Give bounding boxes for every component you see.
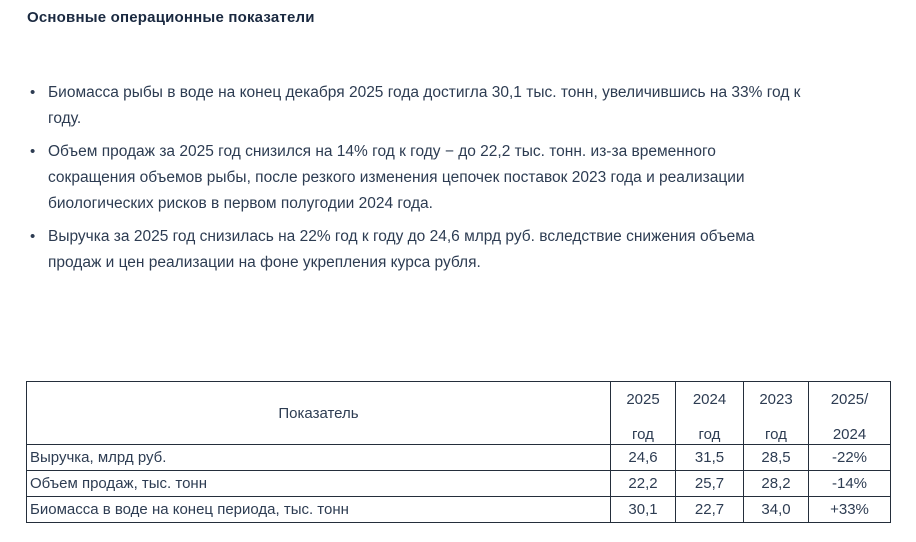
cell-2025: 30,1 bbox=[611, 497, 676, 523]
cell-2024: 22,7 bbox=[676, 497, 744, 523]
header-year-label: 2025 bbox=[626, 390, 660, 408]
header-change-denominator: 2024 bbox=[832, 425, 867, 443]
table-row-biomass bbox=[27, 497, 891, 523]
kpi-table bbox=[26, 381, 891, 523]
header-cell-2024 bbox=[676, 382, 744, 445]
kpi-table-body bbox=[27, 445, 891, 523]
header-cell-indicator: Показатель bbox=[27, 382, 611, 445]
header-cell-2025 bbox=[611, 382, 676, 445]
cell-2025: 24,6 bbox=[611, 445, 676, 471]
kpi-table-header bbox=[27, 382, 891, 445]
cell-indicator: Биомасса в воде на конец периода, тыс. тонн bbox=[27, 497, 611, 523]
bullet-text-line: году. bbox=[48, 110, 82, 127]
bullet-item-sales bbox=[27, 139, 907, 217]
header-year-unit: год bbox=[765, 425, 787, 443]
table-row-revenue bbox=[27, 445, 891, 471]
header-year-unit: год bbox=[632, 425, 654, 443]
cell-change: -22% bbox=[809, 445, 891, 471]
bullet-icon: • bbox=[30, 143, 36, 160]
bullet-text-line: Выручка за 2025 год снизилась на 22% год к году до 24,6 млрд руб. вследствие снижения объема bbox=[48, 228, 755, 245]
bullet-item-biomass bbox=[27, 80, 907, 132]
bullet-text-line: сокращения объемов рыбы, после резкого изменения цепочек поставок 2023 года и реализации bbox=[48, 169, 745, 186]
bullet-icon: • bbox=[30, 84, 36, 101]
cell-indicator: Выручка, млрд руб. bbox=[27, 445, 611, 471]
bullet-list bbox=[27, 80, 907, 283]
table-row-sales-volume bbox=[27, 471, 891, 497]
cell-change: +33% bbox=[809, 497, 891, 523]
table-header-row bbox=[27, 382, 891, 445]
header-change-numerator: 2025/ bbox=[830, 390, 869, 408]
bullet-text-line: Объем продаж за 2025 год снизился на 14% год к году − до 22,2 тыс. тонн. из-за временного bbox=[48, 143, 716, 160]
cell-2023: 28,5 bbox=[744, 445, 809, 471]
cell-2023: 28,2 bbox=[744, 471, 809, 497]
header-year-label: 2023 bbox=[759, 390, 793, 408]
bullet-icon: • bbox=[30, 228, 36, 245]
header-year-unit: год bbox=[698, 425, 721, 443]
cell-2025: 22,2 bbox=[611, 471, 676, 497]
page-title: Основные операционные показатели bbox=[27, 9, 315, 26]
header-year-label: 2024 bbox=[692, 390, 727, 408]
cell-2024: 25,7 bbox=[676, 471, 744, 497]
bullet-text-line: биологических рисков в первом полугодии 2024 года. bbox=[48, 195, 433, 212]
cell-change: -14% bbox=[809, 471, 891, 497]
header-cell-2023 bbox=[744, 382, 809, 445]
cell-indicator: Объем продаж, тыс. тонн bbox=[27, 471, 611, 497]
cell-2024: 31,5 bbox=[676, 445, 744, 471]
bullet-text-line: Биомасса рыбы в воде на конец декабря 2025 года достигла 30,1 тыс. тонн, увеличившись на 33% год к bbox=[48, 84, 801, 101]
bullet-text-line: продаж и цен реализации на фоне укрепления курса рубля. bbox=[48, 254, 481, 271]
header-cell-change bbox=[809, 382, 891, 445]
bullet-item-revenue bbox=[27, 224, 907, 276]
cell-2023: 34,0 bbox=[744, 497, 809, 523]
